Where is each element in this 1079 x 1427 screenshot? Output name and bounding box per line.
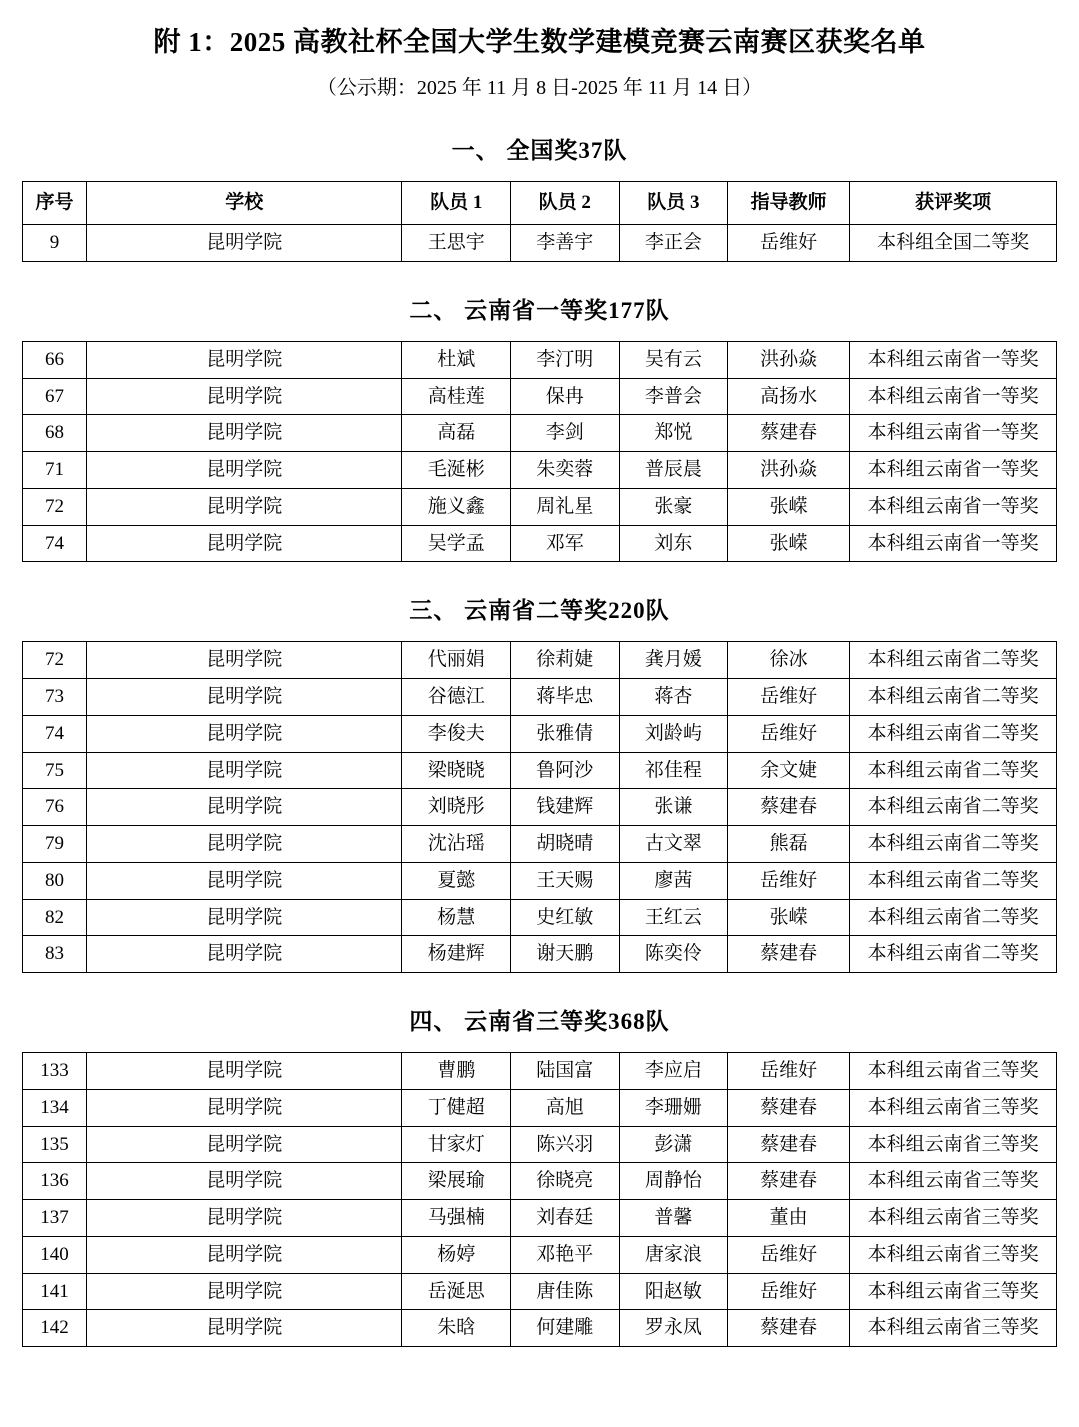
cell-award: 本科组云南省三等奖 (850, 1053, 1057, 1090)
cell-no: 73 (23, 679, 87, 716)
cell-member3: 彭潇 (619, 1126, 728, 1163)
table-row (23, 378, 1057, 415)
cell-member2: 徐莉婕 (511, 642, 620, 679)
cell-member2: 邓军 (511, 525, 620, 562)
cell-member3: 唐家浪 (619, 1236, 728, 1273)
cell-teacher: 张嵘 (728, 899, 850, 936)
cell-member2: 史红敏 (511, 899, 620, 936)
cell-award: 本科组云南省三等奖 (850, 1273, 1057, 1310)
cell-teacher: 洪孙焱 (728, 341, 850, 378)
cell-member1: 岳涎思 (402, 1273, 511, 1310)
cell-no: 72 (23, 642, 87, 679)
cell-no: 142 (23, 1310, 87, 1347)
page-subtitle: （公示期：2025 年 11 月 8 日-2025 年 11 月 14 日） (316, 77, 763, 100)
cell-member2: 陈兴羽 (511, 1126, 620, 1163)
cell-member3: 罗永凤 (619, 1310, 728, 1347)
cell-no: 80 (23, 862, 87, 899)
column-header-award: 获评奖项 (850, 182, 1057, 225)
table-row (23, 642, 1057, 679)
cell-member3: 李正会 (619, 225, 728, 262)
cell-no: 66 (23, 341, 87, 378)
cell-award: 本科组全国二等奖 (850, 225, 1057, 262)
cell-member1: 朱晗 (402, 1310, 511, 1347)
cell-school: 昆明学院 (87, 862, 402, 899)
cell-member3: 刘龄屿 (619, 715, 728, 752)
cell-no: 79 (23, 826, 87, 863)
cell-teacher: 余文婕 (728, 752, 850, 789)
cell-member2: 陆国富 (511, 1053, 620, 1090)
cell-award: 本科组云南省三等奖 (850, 1310, 1057, 1347)
award-table (22, 341, 1057, 563)
table-row (23, 715, 1057, 752)
cell-school: 昆明学院 (87, 642, 402, 679)
cell-teacher: 徐冰 (728, 642, 850, 679)
cell-teacher: 岳维好 (728, 1236, 850, 1273)
cell-member1: 高桂莲 (402, 378, 511, 415)
cell-member2: 高旭 (511, 1089, 620, 1126)
cell-teacher: 岳维好 (728, 1053, 850, 1090)
cell-member3: 普辰晨 (619, 452, 728, 489)
cell-member3: 蒋杏 (619, 679, 728, 716)
cell-school: 昆明学院 (87, 1236, 402, 1273)
column-header-school: 学校 (87, 182, 402, 225)
table-row (23, 936, 1057, 973)
cell-school: 昆明学院 (87, 525, 402, 562)
cell-award: 本科组云南省一等奖 (850, 488, 1057, 525)
cell-award: 本科组云南省二等奖 (850, 715, 1057, 752)
cell-no: 136 (23, 1163, 87, 1200)
cell-school: 昆明学院 (87, 415, 402, 452)
cell-member2: 周礼星 (511, 488, 620, 525)
cell-no: 71 (23, 452, 87, 489)
table-row (23, 679, 1057, 716)
cell-award: 本科组云南省二等奖 (850, 862, 1057, 899)
cell-member3: 李普会 (619, 378, 728, 415)
cell-member3: 李应启 (619, 1053, 728, 1090)
cell-member2: 李善宇 (511, 225, 620, 262)
cell-member1: 吴学孟 (402, 525, 511, 562)
cell-member1: 高磊 (402, 415, 511, 452)
cell-no: 83 (23, 936, 87, 973)
cell-school: 昆明学院 (87, 936, 402, 973)
cell-school: 昆明学院 (87, 679, 402, 716)
cell-no: 140 (23, 1236, 87, 1273)
cell-no: 134 (23, 1089, 87, 1126)
section-heading: 一、 全国奖37队 (451, 138, 628, 164)
column-header-member2: 队员 2 (511, 182, 620, 225)
cell-member3: 张豪 (619, 488, 728, 525)
cell-member2: 保冉 (511, 378, 620, 415)
table-row (23, 1089, 1057, 1126)
cell-school: 昆明学院 (87, 452, 402, 489)
table-row (23, 1310, 1057, 1347)
cell-member3: 刘东 (619, 525, 728, 562)
award-table (22, 1052, 1057, 1347)
cell-no: 9 (23, 225, 87, 262)
cell-school: 昆明学院 (87, 826, 402, 863)
cell-award: 本科组云南省三等奖 (850, 1236, 1057, 1273)
cell-member1: 杨慧 (402, 899, 511, 936)
table-row (23, 899, 1057, 936)
cell-teacher: 蔡建春 (728, 1310, 850, 1347)
cell-school: 昆明学院 (87, 1310, 402, 1347)
cell-teacher: 岳维好 (728, 1273, 850, 1310)
cell-no: 141 (23, 1273, 87, 1310)
cell-member1: 杜斌 (402, 341, 511, 378)
cell-award: 本科组云南省二等奖 (850, 936, 1057, 973)
cell-award: 本科组云南省三等奖 (850, 1089, 1057, 1126)
cell-no: 135 (23, 1126, 87, 1163)
table-row (23, 415, 1057, 452)
cell-school: 昆明学院 (87, 1163, 402, 1200)
cell-award: 本科组云南省二等奖 (850, 642, 1057, 679)
cell-no: 82 (23, 899, 87, 936)
cell-no: 68 (23, 415, 87, 452)
cell-member2: 徐晓亮 (511, 1163, 620, 1200)
table-header-row (23, 182, 1057, 225)
cell-no: 75 (23, 752, 87, 789)
table-row (23, 1273, 1057, 1310)
cell-teacher: 高扬水 (728, 378, 850, 415)
cell-school: 昆明学院 (87, 1089, 402, 1126)
cell-no: 67 (23, 378, 87, 415)
cell-award: 本科组云南省一等奖 (850, 525, 1057, 562)
section-heading: 三、 云南省二等奖220队 (409, 598, 670, 624)
cell-member2: 何建雕 (511, 1310, 620, 1347)
column-header-teacher: 指导教师 (728, 182, 850, 225)
cell-school: 昆明学院 (87, 341, 402, 378)
cell-no: 137 (23, 1200, 87, 1237)
cell-teacher: 张嵘 (728, 525, 850, 562)
sections-container (22, 132, 1057, 1347)
cell-member2: 蒋毕忠 (511, 679, 620, 716)
cell-award: 本科组云南省一等奖 (850, 452, 1057, 489)
cell-award: 本科组云南省二等奖 (850, 826, 1057, 863)
cell-teacher: 蔡建春 (728, 1163, 850, 1200)
cell-member3: 祁佳程 (619, 752, 728, 789)
cell-school: 昆明学院 (87, 1273, 402, 1310)
cell-teacher: 岳维好 (728, 225, 850, 262)
table-row (23, 1163, 1057, 1200)
cell-no: 74 (23, 525, 87, 562)
cell-member3: 龚月媛 (619, 642, 728, 679)
cell-school: 昆明学院 (87, 225, 402, 262)
cell-member3: 李珊姗 (619, 1089, 728, 1126)
cell-member1: 王思宇 (402, 225, 511, 262)
cell-member2: 邓艳平 (511, 1236, 620, 1273)
cell-school: 昆明学院 (87, 488, 402, 525)
cell-member1: 沈沾瑶 (402, 826, 511, 863)
cell-member2: 张雅倩 (511, 715, 620, 752)
cell-member1: 施义鑫 (402, 488, 511, 525)
award-table (22, 181, 1057, 262)
cell-member1: 曹鹏 (402, 1053, 511, 1090)
cell-award: 本科组云南省三等奖 (850, 1126, 1057, 1163)
cell-teacher: 董由 (728, 1200, 850, 1237)
cell-teacher: 蔡建春 (728, 1089, 850, 1126)
cell-school: 昆明学院 (87, 378, 402, 415)
cell-no: 74 (23, 715, 87, 752)
cell-member1: 李俊夫 (402, 715, 511, 752)
cell-teacher: 蔡建春 (728, 415, 850, 452)
cell-teacher: 洪孙焱 (728, 452, 850, 489)
cell-school: 昆明学院 (87, 1200, 402, 1237)
table-row (23, 1053, 1057, 1090)
table-row (23, 826, 1057, 863)
column-header-member3: 队员 3 (619, 182, 728, 225)
cell-school: 昆明学院 (87, 899, 402, 936)
cell-member3: 郑悦 (619, 415, 728, 452)
cell-member1: 马强楠 (402, 1200, 511, 1237)
cell-school: 昆明学院 (87, 1053, 402, 1090)
cell-award: 本科组云南省一等奖 (850, 415, 1057, 452)
cell-member2: 谢天鹏 (511, 936, 620, 973)
cell-award: 本科组云南省二等奖 (850, 679, 1057, 716)
cell-member2: 王天赐 (511, 862, 620, 899)
award-table (22, 641, 1057, 973)
table-row (23, 525, 1057, 562)
cell-award: 本科组云南省一等奖 (850, 378, 1057, 415)
cell-member2: 李汀明 (511, 341, 620, 378)
cell-member2: 鲁阿沙 (511, 752, 620, 789)
cell-member2: 胡晓晴 (511, 826, 620, 863)
cell-member1: 杨婷 (402, 1236, 511, 1273)
cell-award: 本科组云南省三等奖 (850, 1200, 1057, 1237)
cell-no: 76 (23, 789, 87, 826)
cell-award: 本科组云南省二等奖 (850, 789, 1057, 826)
cell-member2: 朱奕蓉 (511, 452, 620, 489)
cell-member3: 周静怡 (619, 1163, 728, 1200)
cell-award: 本科组云南省三等奖 (850, 1163, 1057, 1200)
cell-member2: 钱建辉 (511, 789, 620, 826)
column-header-member1: 队员 1 (402, 182, 511, 225)
cell-member1: 刘晓彤 (402, 789, 511, 826)
cell-award: 本科组云南省一等奖 (850, 341, 1057, 378)
cell-no: 133 (23, 1053, 87, 1090)
table-row (23, 452, 1057, 489)
cell-member1: 谷德江 (402, 679, 511, 716)
cell-school: 昆明学院 (87, 1126, 402, 1163)
cell-teacher: 蔡建春 (728, 1126, 850, 1163)
cell-member3: 普馨 (619, 1200, 728, 1237)
cell-member3: 王红云 (619, 899, 728, 936)
cell-award: 本科组云南省二等奖 (850, 752, 1057, 789)
cell-member3: 陈奕伶 (619, 936, 728, 973)
cell-member1: 杨建辉 (402, 936, 511, 973)
cell-member1: 梁展瑜 (402, 1163, 511, 1200)
table-row (23, 789, 1057, 826)
cell-teacher: 蔡建春 (728, 936, 850, 973)
section-heading: 四、 云南省三等奖368队 (409, 1009, 670, 1035)
cell-school: 昆明学院 (87, 715, 402, 752)
column-header-no: 序号 (23, 182, 87, 225)
cell-school: 昆明学院 (87, 752, 402, 789)
table-row (23, 752, 1057, 789)
cell-school: 昆明学院 (87, 789, 402, 826)
cell-member3: 廖茜 (619, 862, 728, 899)
cell-teacher: 蔡建春 (728, 789, 850, 826)
table-row (23, 341, 1057, 378)
table-row (23, 1236, 1057, 1273)
table-row (23, 1200, 1057, 1237)
cell-member1: 甘家灯 (402, 1126, 511, 1163)
cell-no: 72 (23, 488, 87, 525)
cell-member1: 毛涎彬 (402, 452, 511, 489)
cell-teacher: 岳维好 (728, 715, 850, 752)
cell-teacher: 岳维好 (728, 862, 850, 899)
cell-member1: 梁晓晓 (402, 752, 511, 789)
table-row (23, 862, 1057, 899)
cell-member2: 唐佳陈 (511, 1273, 620, 1310)
cell-member3: 张谦 (619, 789, 728, 826)
cell-member3: 古文翠 (619, 826, 728, 863)
cell-teacher: 张嵘 (728, 488, 850, 525)
cell-member1: 丁健超 (402, 1089, 511, 1126)
cell-member1: 夏懿 (402, 862, 511, 899)
cell-teacher: 岳维好 (728, 679, 850, 716)
cell-teacher: 熊磊 (728, 826, 850, 863)
cell-member2: 刘春廷 (511, 1200, 620, 1237)
section-heading: 二、 云南省一等奖177队 (409, 297, 670, 323)
cell-award: 本科组云南省二等奖 (850, 899, 1057, 936)
cell-member3: 吴有云 (619, 341, 728, 378)
table-row (23, 1126, 1057, 1163)
table-row (23, 488, 1057, 525)
cell-member2: 李剑 (511, 415, 620, 452)
page-title: 附 1：2025 高教社杯全国大学生数学建模竞赛云南赛区获奖名单 (153, 27, 926, 57)
cell-member3: 阳赵敏 (619, 1273, 728, 1310)
table-row (23, 225, 1057, 262)
cell-member1: 代丽娟 (402, 642, 511, 679)
